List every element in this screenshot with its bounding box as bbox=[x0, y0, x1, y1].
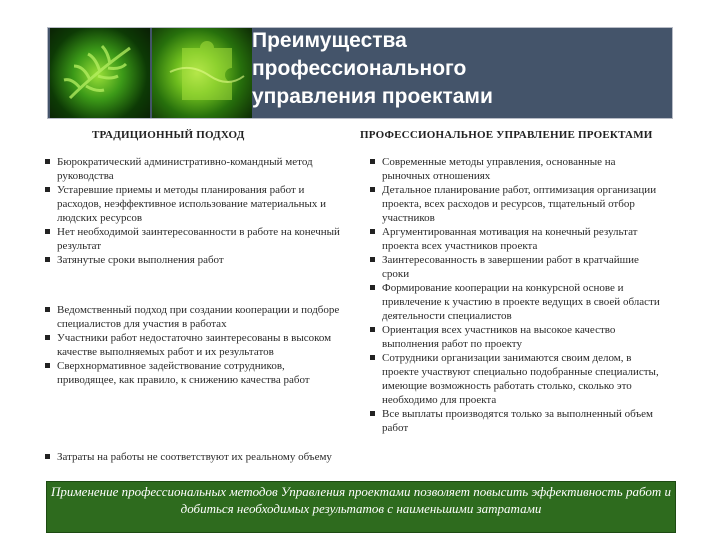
bullet-icon bbox=[370, 229, 375, 234]
bullet-icon bbox=[370, 355, 375, 360]
list-item: Затраты на работы не соответствуют их реальному объему bbox=[45, 450, 345, 464]
bullet-icon bbox=[45, 307, 50, 312]
bullet-icon bbox=[45, 187, 50, 192]
bullet-icon bbox=[45, 159, 50, 164]
list-item: Ориентация всех участников на высокое качество выполнения работ по проекту bbox=[370, 323, 666, 351]
conclusion-banner: Применение профессиональных методов Управления проектами позволяет повысить эффективность работ и добиться необходимых результатов с наименьшими затратами bbox=[46, 481, 676, 533]
bullet-icon bbox=[370, 187, 375, 192]
bullet-icon bbox=[45, 363, 50, 368]
traditional-list-c bbox=[45, 450, 345, 464]
page-title: Преимущества профессионального управления проектами bbox=[252, 29, 493, 108]
list-item: Устаревшие приемы и методы планирования работ и расходов, неэффективное использование материальных и людских ресурсов bbox=[45, 183, 345, 225]
list-item: Все выплаты производятся только за выполненный объем работ bbox=[370, 407, 666, 435]
green-puzzle-image bbox=[152, 28, 252, 118]
list-item: Затянутые сроки выполнения работ bbox=[45, 253, 345, 267]
traditional-list-b bbox=[45, 303, 345, 387]
bullet-icon bbox=[370, 327, 375, 332]
bullet-icon bbox=[370, 257, 375, 262]
bullet-icon bbox=[370, 411, 375, 416]
list-item: Заинтересованность в завершении работ в кратчайшие сроки bbox=[370, 253, 666, 281]
list-item: Сотрудники организации занимаются своим делом, в проекте участвуют специально подобранные специалисты, имеющие возможность работать столько, сколько это необходимо для проекта bbox=[370, 351, 666, 407]
header-accent bbox=[0, 100, 47, 122]
professional-list bbox=[370, 155, 666, 435]
traditional-list-a bbox=[45, 155, 345, 267]
list-item: Ведомственный подход при создании кооперации и подборе специалистов для участия в работах bbox=[45, 303, 345, 331]
list-item: Сверхнормативное задействование сотрудников, приводящее, как правило, к снижению качества работ bbox=[45, 359, 345, 387]
traditional-heading: ТРАДИЦИОННЫЙ ПОДХОД bbox=[92, 129, 245, 141]
professional-heading: ПРОФЕССИОНАЛЬНОЕ УПРАВЛЕНИЕ ПРОЕКТАМИ bbox=[360, 129, 653, 141]
bullet-icon bbox=[45, 335, 50, 340]
green-fern-image bbox=[50, 28, 150, 118]
list-item: Детальное планирование работ, оптимизация организации проекта, всех расходов и ресурсов, тщательный отбор участников bbox=[370, 183, 666, 225]
list-item: Формирование кооперации на конкурсной основе и привлечение к участию в проекте ведущих в своей области деятельности специалистов bbox=[370, 281, 666, 323]
list-item: Бюрократический административно-командный метод руководства bbox=[45, 155, 345, 183]
list-item: Нет необходимой заинтересованности в работе на конечный результат bbox=[45, 225, 345, 253]
bullet-icon bbox=[45, 257, 50, 262]
list-item: Участники работ недостаточно заинтересованы в высоком качестве выполняемых работ и их результатов bbox=[45, 331, 345, 359]
list-item: Аргументированная мотивация на конечный результат проекта всех участников проекта bbox=[370, 225, 666, 253]
bullet-icon bbox=[370, 285, 375, 290]
bullet-icon bbox=[45, 454, 50, 459]
list-item: Современные методы управления, основанные на рыночных отношениях bbox=[370, 155, 666, 183]
bullet-icon bbox=[45, 229, 50, 234]
bullet-icon bbox=[370, 159, 375, 164]
